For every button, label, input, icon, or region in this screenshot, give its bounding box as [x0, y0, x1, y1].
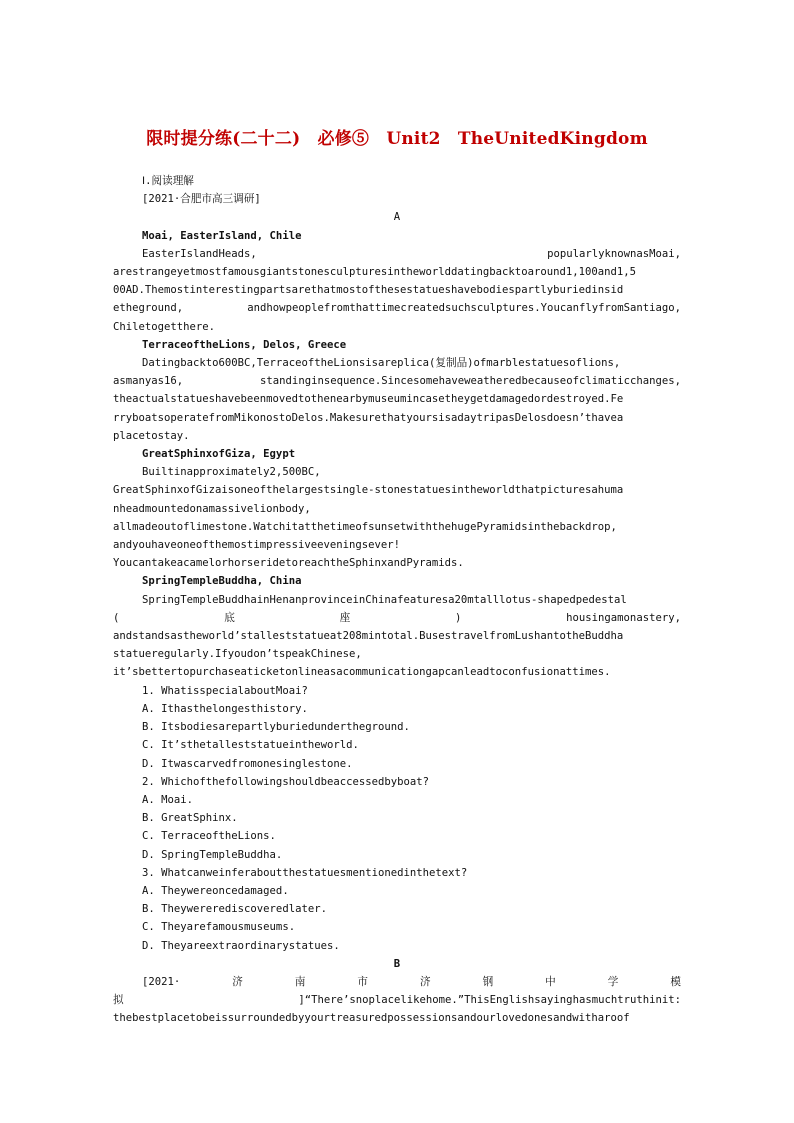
moai-line-1-right: popularlyknownasMoai,	[547, 247, 681, 260]
buddha-line-2-part: housingamonastery,	[566, 611, 681, 624]
buddha-line-5: it’sbettertopurchaseaticketonlineasacommunicationgapcanleadtoconfusionattimes.	[113, 666, 611, 679]
moai-line-1-left: EasterIslandHeads,	[142, 247, 257, 260]
moai-line-4-left: etheground,	[113, 302, 184, 315]
moai-line-1	[113, 245, 681, 263]
question-1-option-a: A. Ithasthelongesthistory.	[142, 702, 308, 715]
question-3-option-d: D. Theyareextraordinarystatues.	[142, 939, 340, 952]
buddha-line-2-part: (	[113, 611, 120, 624]
passage-b-line-1-part: 济	[232, 975, 243, 988]
passage-b-line-1-part: 中	[545, 975, 556, 988]
question-2-option-d: D. SpringTempleBuddha.	[142, 848, 283, 861]
buddha-line-2-part: )	[454, 611, 462, 624]
terrace-heading: TerraceoftheLions, Delos, Greece	[142, 338, 347, 351]
sphinx-line-6: YoucantakeacamelorhorseridetoreachtheSphinxandPyramids.	[113, 557, 464, 570]
passage-b-line-1-part: 钢	[482, 975, 494, 988]
passage-b-line-1-part: [2021·	[142, 975, 181, 988]
sphinx-heading: GreatSphinxofGiza, Egypt	[142, 448, 296, 461]
moai-line-4	[113, 299, 681, 317]
question-2-option-a: A. Moai.	[142, 793, 194, 806]
passage-b-line-1-part: 济	[420, 975, 431, 988]
passage-b-line-1	[113, 973, 681, 991]
moai-heading: Moai, EasterIsland, Chile	[142, 229, 302, 242]
question-3-stem: 3. Whatcanweinferaboutthestatuesmentionedinthetext?	[142, 866, 468, 879]
question-3-option-b: B. Theywererediscoveredlater.	[142, 903, 327, 916]
buddha-line-1: SpringTempleBuddhainHenanprovinceinChinafeaturesa20mtalllotus-shapedpedestal	[142, 593, 627, 606]
buddha-line-2-part: 座	[339, 611, 351, 624]
buddha-line-3: andstandsastheworld’stalleststatueat208mintotal.BusestravelfromLushantotheBuddha	[113, 630, 624, 643]
passage-b-line-1-part: 市	[357, 975, 369, 988]
sphinx-line-4: allmadeoutoflimestone.WatchitatthetimeofsunsetwiththehugePyramidsinthebackdrop,	[113, 520, 617, 533]
section-heading: Ⅰ.阅读理解	[142, 175, 194, 187]
page-title: 限时提分练(二十二) 必修⑤ Unit2 TheUnitedKingdom	[146, 129, 648, 149]
passage-b-line-1-part: 南	[294, 975, 306, 988]
buddha-line-2-part: 底	[224, 611, 235, 624]
sphinx-line-3: nheadmountedonamassivelionbody,	[113, 502, 311, 515]
sphinx-line-1: Builtinapproximately2,500BC,	[142, 466, 321, 479]
passage-a-label: A	[393, 211, 401, 224]
question-1-option-b: B. Itsbodiesarepartlyburiedundertheground.	[142, 721, 410, 734]
terrace-line-5: placetostay.	[113, 429, 190, 442]
question-1-option-c: C. It’sthetalleststatueintheworld.	[142, 739, 359, 752]
question-3-option-a: A. Theywereoncedamaged.	[142, 884, 289, 897]
buddha-line-2	[113, 609, 681, 627]
question-2-option-c: C. TerraceoftheLions.	[142, 830, 276, 843]
question-3-option-c: C. Theyarefamousmuseums.	[142, 921, 296, 934]
sphinx-line-5: andyouhaveoneofthemostimpressiveeveningsever!	[113, 539, 401, 552]
question-2-option-b: B. GreatSphinx.	[142, 812, 238, 825]
sphinx-line-2: GreatSphinxofGizaisoneofthelargestsingle-stonestatuesintheworldthatpicturesahuma	[113, 484, 624, 497]
question-2-stem: 2. Whichofthefollowingshouldbeaccessedbyboat?	[142, 775, 430, 788]
moai-line-4-right: andhowpeoplefromthattimecreatedsuchsculptures.YoucanflyfromSantiago,	[247, 302, 681, 315]
moai-line-2: arestrangeyetmostfamousgiantstonesculpturesintheworlddatingbacktoaround1,100and1,5	[113, 266, 636, 279]
document-body	[113, 172, 681, 1028]
passage-b-label: B	[393, 957, 401, 970]
passage-b-line-2	[113, 991, 681, 1009]
moai-line-5: Chiletogetthere.	[113, 320, 216, 333]
passage-b-line-2-right: ]“There’snoplacelikehome.”ThisEnglishsayinghasmuchtruthinit:	[298, 994, 681, 1007]
buddha-line-4: statueregularly.Ifyoudon’tspeakChinese,	[113, 648, 362, 661]
passage-b-line-2-left: 拟	[113, 994, 124, 1007]
terrace-line-2-left: asmanyas16,	[113, 375, 184, 388]
passage-b-line-3: thebestplacetobeissurroundedbyyourtreasuredpossessionsandourlovedonesandwitharoof	[113, 1012, 630, 1025]
terrace-line-4: rryboatsoperatefromMikonostoDelos.MakesurethatyoursisadaytripasDelosdoesn’thavea	[113, 411, 624, 424]
terrace-line-2-right: standinginsequence.Sincesomehaveweatheredbecauseofclimaticchanges,	[260, 375, 681, 388]
source-note-a: [2021·合肥市高三调研]	[142, 193, 261, 206]
terrace-line-2	[113, 372, 681, 390]
buddha-heading: SpringTempleBuddha, China	[142, 575, 302, 588]
passage-b-line-1-part: 学	[607, 975, 619, 988]
question-1-option-d: D. Itwascarvedfromonesinglestone.	[142, 757, 353, 770]
passage-b-line-1-part: 模	[670, 975, 681, 988]
question-1-stem: 1. WhatisspecialaboutMoai?	[142, 684, 308, 697]
terrace-line-3: theactualstatueshavebeenmovedtothenearbymuseumincasetheygetdamagedordestroyed.Fe	[113, 393, 624, 406]
terrace-line-1: Datingbackto600BC,TerraceoftheLionsisareplica(复制品)ofmarblestatuesoflions,	[142, 357, 621, 370]
moai-line-3: 00AD.Themostinterestingpartsarethatmostofthesestatueshavebodiespartlyburiedinsid	[113, 284, 624, 297]
